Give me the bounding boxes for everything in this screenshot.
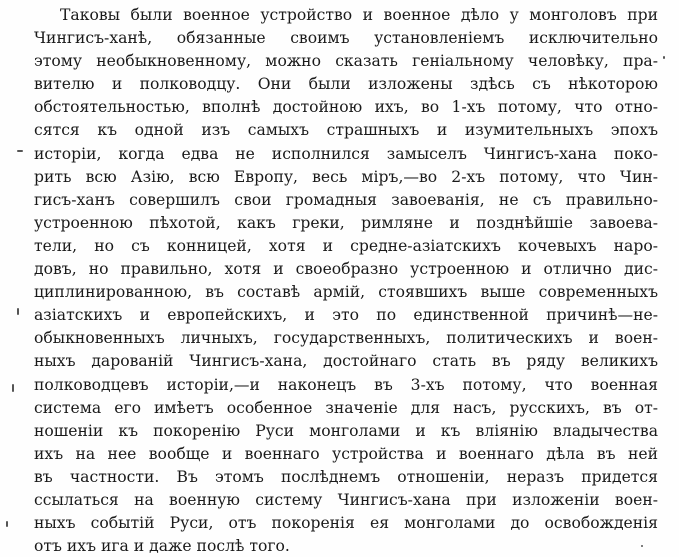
- scan-speck: [17, 308, 19, 315]
- text-line-11: тели, но съ конницей, хотя и средне-азіатскихъ кочевыхъ наро-: [34, 236, 658, 255]
- scan-speck: [17, 150, 23, 152]
- scan-speck: [663, 56, 665, 59]
- text-line-24: отъ ихъ ига и даже послѣ того.: [34, 537, 290, 556]
- text-line-15: обыкновенныхъ личныхъ, государственныхъ, политическихъ и воен-: [34, 329, 658, 348]
- text-line-19: ношеніи къ покоренію Руси монголами и къ вліянію владычества: [34, 421, 658, 440]
- text-line-2: Чингисъ-ханѣ, обязанные своимъ установленіемъ исключительно: [34, 29, 658, 48]
- text-line-14: азіатскихъ и европейскихъ, и это по единственной причинѣ—не-: [34, 306, 658, 325]
- text-line-8: рить всю Азію, всю Европу, весь міръ,—во 2-хъ потому, что Чин-: [34, 167, 658, 186]
- text-line-20: ихъ на нее вообще и военнаго устройства и военнаго дѣла въ ней: [34, 444, 658, 463]
- text-line-4: вителю и полководцу. Они были изложены здѣсь съ нѣкоторою: [34, 75, 658, 94]
- text-line-16: ныхъ дарованій Чингисъ-хана, достойнаго стать въ ряду великихъ: [34, 352, 658, 371]
- body-paragraph: [34, 4, 658, 558]
- text-line-23: ныхъ событій Руси, отъ покоренія ея монголами до освобожденія: [34, 514, 658, 533]
- text-line-9: гисъ-ханъ совершилъ свои громадныя завоеванія, не съ правильно-: [34, 190, 658, 209]
- text-line-22: ссылаться на военную систему Чингисъ-хана при изложеніи воен-: [34, 490, 658, 509]
- scan-speck: [641, 545, 643, 547]
- text-line-21: въ частности. Въ этомъ послѣднемъ отношеніи, неразъ придется: [34, 467, 658, 486]
- text-line-6: сятся къ одной изъ самыхъ страшныхъ и изумительныхъ эпохъ: [34, 121, 658, 140]
- text-line-10: устроенною пѣхотой, какъ греки, римляне и позднѣйшіе завоева-: [34, 213, 658, 232]
- scan-speck: [12, 384, 14, 392]
- scan-speck: [6, 521, 8, 527]
- text-line-5: обстоятельностью, вполнѣ достойною ихъ, во 1-хъ потому, что отно-: [34, 98, 658, 117]
- text-line-17: полководцевъ исторіи,—и наконецъ въ 3-хъ потому, что военная: [34, 375, 658, 394]
- text-line-7: исторіи, когда едва не исполнился замыселъ Чингисъ-хана поко-: [34, 144, 658, 163]
- text-line-12: довъ, но правильно, хотя и своеобразно устроенною и отлично дис-: [34, 260, 658, 279]
- text-line-1: Таковы были военное устройство и военное дѣло у монголовъ при: [60, 6, 658, 24]
- text-line-3: этому необыкновенному, можно сказать геніальному человѣку, пра-: [34, 52, 658, 71]
- text-line-13: циплинированною, въ составѣ армій, стоявшихъ выше современныхъ: [34, 283, 658, 302]
- text-line-18: система его имѣетъ особенное значеніе для насъ, русскихъ, въ от-: [34, 398, 658, 417]
